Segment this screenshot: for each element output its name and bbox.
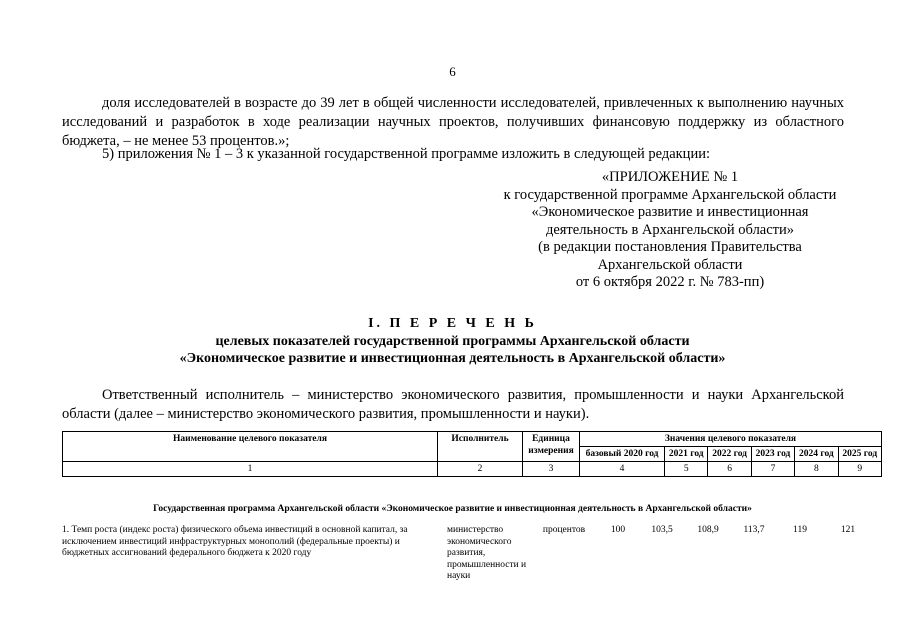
- appendix-line: Архангельской области: [597, 256, 743, 273]
- header-year: 2023 год: [751, 447, 794, 462]
- heading-subtitle: целевых показателей государственной программы Архангельской области: [215, 333, 690, 349]
- column-number: 1: [63, 462, 438, 477]
- header-year: 2022 год: [708, 447, 751, 462]
- page-number: 6: [449, 64, 456, 79]
- paragraph-researchers-share: доля исследователей в возрасте до 39 лет в общей численности исследователей, привлеченных к выполнению научных исследований и разработок в ходе реализации научных проектов, получивших финансовую поддержку из областного бюджета, – не менее 53 процентов.»;: [62, 95, 844, 149]
- header-year: 2021 год: [665, 447, 708, 462]
- column-number: 8: [795, 462, 838, 477]
- appendix-header: [470, 169, 870, 292]
- heading-program-name: «Экономическое развитие и инвестиционная деятельность в Архангельской области»: [179, 351, 726, 366]
- indicator-value: 113,7: [743, 525, 765, 535]
- appendix-line: «Экономическое развитие и инвестиционная: [531, 204, 809, 220]
- header-year: базовый 2020 год: [580, 447, 665, 462]
- paragraph-appendices-change: 5) приложения № 1 – 3 к указанной государственной программе изложить в следующей редакции:: [102, 146, 710, 162]
- appendix-line: (в редакции постановления Правительства: [538, 239, 802, 255]
- indicator-value: 121: [840, 525, 856, 535]
- paragraph-responsible-executor: Ответственный исполнитель – министерство экономического развития, промышленности и науки Архангельской области (далее – министерство экономического развития, промышленности и науки).: [62, 387, 844, 422]
- header-unit: Единица измерения: [523, 432, 580, 462]
- table-numbers-row: [63, 462, 882, 477]
- column-number: 4: [580, 462, 665, 477]
- section-heading: [0, 315, 905, 368]
- indicator-value: 119: [793, 525, 807, 535]
- header-year: 2024 год: [795, 447, 838, 462]
- program-title-row: Государственная программа Архангельской области «Экономическое развитие и инвестиционная деятельность в Архангельской области»: [153, 504, 752, 514]
- column-number: 5: [665, 462, 708, 477]
- indicator-name: 1. Темп роста (индекс роста) физического объема инвестиций в основной капитал, за исключением инвестиций инфраструктурных монополий (федеральные проекты) и бюджетных ассигнований федерального бюджета к 2020 году: [62, 525, 408, 558]
- header-values: Значения целевого показателя: [580, 432, 882, 447]
- appendix-line: от 6 октября 2022 г. № 783-пп): [575, 274, 765, 290]
- indicator-executor: министерство экономического развития, промышленности и науки: [447, 525, 527, 581]
- column-number: 6: [708, 462, 751, 477]
- header-executor: Исполнитель: [438, 432, 523, 462]
- header-year: 2025 год: [838, 447, 881, 462]
- column-number: 3: [523, 462, 580, 477]
- indicator-value: 108,9: [697, 525, 719, 535]
- table-header-row: [63, 432, 882, 447]
- indicator-value: 103,5: [651, 525, 673, 535]
- appendix-line: деятельность в Архангельской области»: [545, 221, 795, 238]
- indicator-unit: процентов: [542, 525, 586, 535]
- column-number: 2: [438, 462, 523, 477]
- appendix-line: к государственной программе Архангельской области: [503, 186, 837, 203]
- heading-title: I. П Е Р Е Ч Е Н Ь: [368, 316, 537, 331]
- column-number: 7: [751, 462, 794, 477]
- header-indicator-name: Наименование целевого показателя: [63, 432, 438, 462]
- indicator-value: 100: [610, 525, 626, 535]
- indicators-table: [62, 431, 882, 477]
- appendix-line: «ПРИЛОЖЕНИЕ № 1: [601, 169, 739, 185]
- column-number: 9: [838, 462, 881, 477]
